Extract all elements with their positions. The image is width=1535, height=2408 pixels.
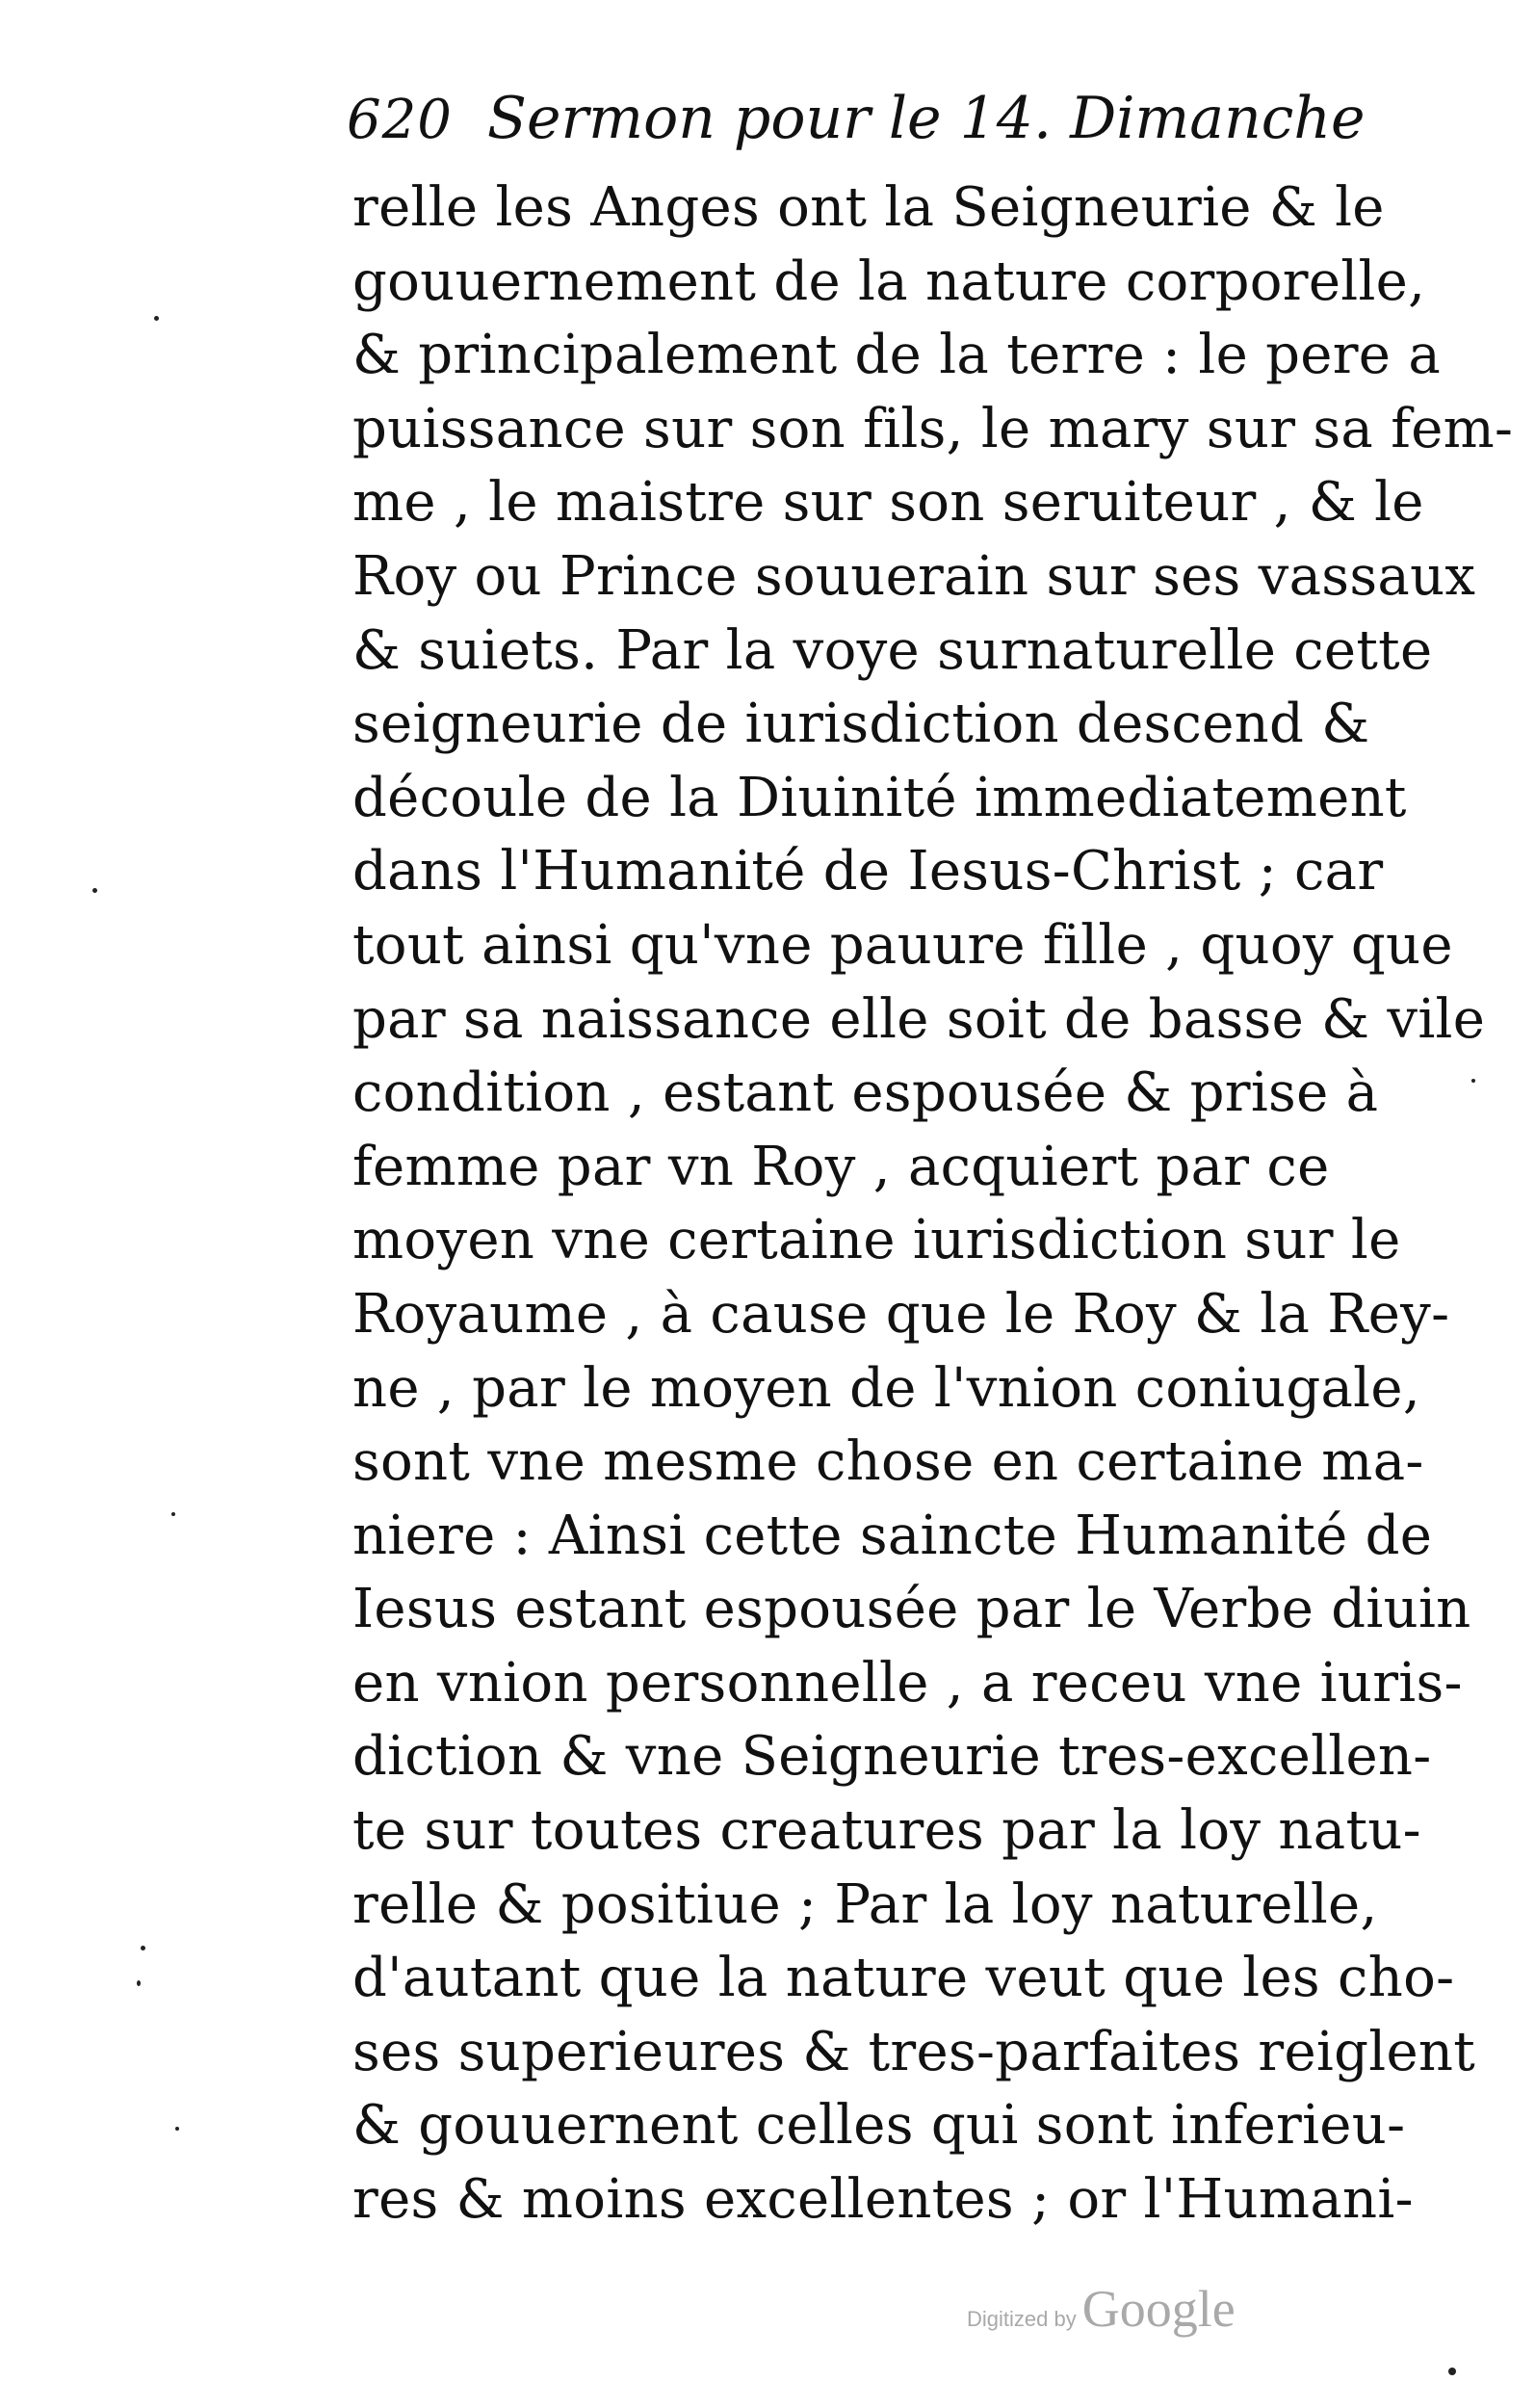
ink-speck [141, 1946, 145, 1950]
text-line: dans l'Humanité de Iesus-Christ ; car [352, 840, 1384, 903]
text-line: & principalement de la terre : le pere a [352, 324, 1442, 387]
text-line: sont vne mesme chose en certaine ma- [352, 1430, 1424, 1494]
running-title: Sermon pour le 14. Dimanche [486, 85, 1366, 152]
text-line: & gouuernent celles qui sont inferieu- [352, 2094, 1406, 2158]
ink-speck [154, 316, 159, 321]
text-line: puissance sur son fils, le mary sur sa fem- [352, 397, 1514, 460]
running-head [347, 85, 1366, 171]
text-line: ne , par le moyen de l'vnion coniugale, [352, 1356, 1420, 1420]
text-line: moyen vne certaine iurisdiction sur le [352, 1209, 1401, 1272]
text-line: Iesus estant espousée par le Verbe diuin [352, 1578, 1471, 1641]
text-line: ses superieures & tres-parfaites reiglent [352, 2020, 1476, 2083]
text-line: Royaume , à cause que le Roy & la Rey- [352, 1282, 1450, 1346]
page-number: 620 [347, 89, 453, 151]
body-text [352, 171, 1514, 2238]
text-line: condition , estant espousée & prise à [352, 1061, 1379, 1125]
text-line: niere : Ainsi cette saincte Humanité de [352, 1504, 1433, 1567]
text-line: seigneurie de iurisdiction descend & [352, 693, 1370, 756]
ink-speck [92, 888, 97, 893]
text-line: Roy ou Prince souuerain sur ses vassaux [352, 544, 1476, 608]
text-line: & suiets. Par la voye surnaturelle cette [352, 618, 1433, 682]
ink-speck [1471, 1079, 1475, 1083]
text-line: par sa naissance elle soit de basse & vile [352, 987, 1486, 1051]
ink-speck [1448, 2368, 1456, 2375]
text-line: te sur toutes creatures par la loy natu- [352, 1799, 1421, 1863]
watermark-brand: Google [1081, 2280, 1236, 2338]
ink-speck [137, 1980, 141, 1986]
ink-speck [175, 2127, 179, 2131]
watermark-prefix: Digitized by [967, 2307, 1077, 2331]
text-line: relle & positiue ; Par la loy naturelle, [352, 1872, 1378, 1936]
text-line: femme par vn Roy , acquiert par ce [352, 1135, 1330, 1198]
text-line: diction & vne Seigneurie tres-excellen- [352, 1725, 1432, 1789]
text-line: gouuernement de la nature corporelle, [352, 249, 1426, 313]
text-line: relle les Anges ont la Seigneurie & le [352, 176, 1385, 239]
digitization-watermark [967, 2279, 1236, 2339]
text-line: res & moins excellentes ; or l'Humani- [352, 2168, 1414, 2232]
text-line: d'autant que la nature veut que les cho- [352, 1947, 1455, 2010]
ink-speck [171, 1512, 175, 1516]
text-line: découle de la Diuinité immediatement [352, 766, 1407, 829]
text-line: me , le maistre sur son seruiteur , & le [352, 471, 1424, 535]
text-line: tout ainsi qu'vne pauure fille , quoy que [352, 913, 1453, 977]
text-line: en vnion personnelle , a receu vne iuris- [352, 1651, 1463, 1714]
